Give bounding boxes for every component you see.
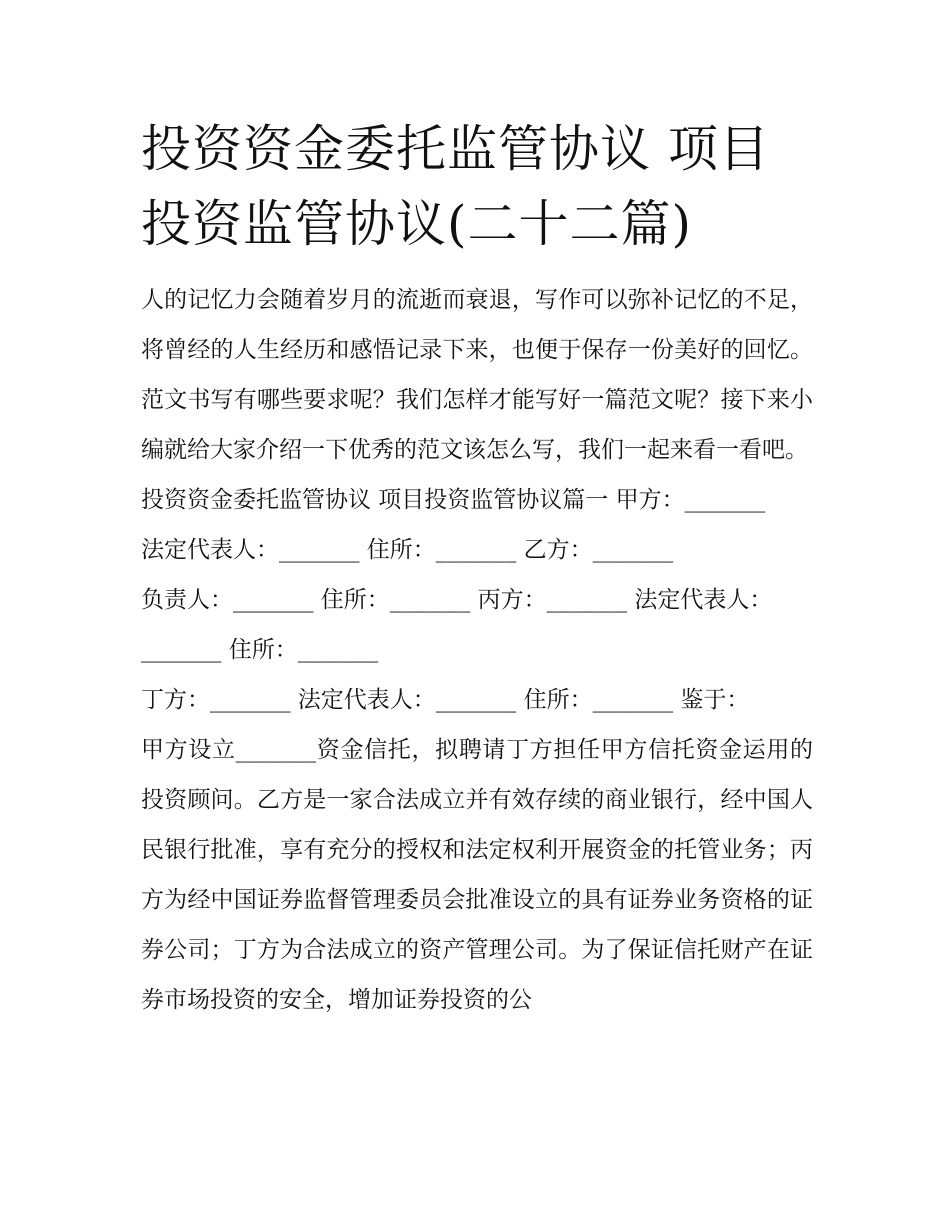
document-title: 投资资金委托监管协议 项目投资监管协议(二十二篇) bbox=[141, 120, 770, 253]
parties-line: 丁方：_______ 法定代表人：_______ 住所：_______ 鉴于： bbox=[141, 687, 750, 713]
parties-line: _______ 住所：_______ bbox=[141, 637, 379, 663]
parties-block bbox=[141, 475, 813, 725]
intro-paragraph: 人的记忆力会随着岁月的流逝而衰退，写作可以弥补记忆的不足，将曾经的人生经历和感悟记录下来，也便于保存一份美好的回忆。范文书写有哪些要求呢？我们怎样才能写好一篇范文呢？接下来小编就给大家介绍一下优秀的范文该怎么写，我们一起来看一看吧。 bbox=[141, 287, 813, 463]
document-page bbox=[141, 112, 813, 1025]
parties-line: 法定代表人：_______ 住所：_______ 乙方：_______ bbox=[141, 537, 674, 563]
parties-line: 负责人：_______ 住所：_______ 丙方：_______ 法定代表人： bbox=[141, 587, 773, 613]
body-paragraph: 甲方设立_______资金信托，拟聘请丁方担任甲方信托资金运用的投资顾问。乙方是一家合法成立并有效存续的商业银行，经中国人民银行批准，享有充分的授权和法定权利开展资金的托管业务；丙方为经中国证券监督管理委员会批准设立的具有证券业务资格的证券公司；丁方为合法成立的资产管理公司。为了保证信托财产在证券市场投资的安全，增加证券投资的公 bbox=[141, 737, 813, 1013]
parties-line: 投资资金委托监管协议 项目投资监管协议篇一 甲方：_______ bbox=[141, 487, 766, 513]
